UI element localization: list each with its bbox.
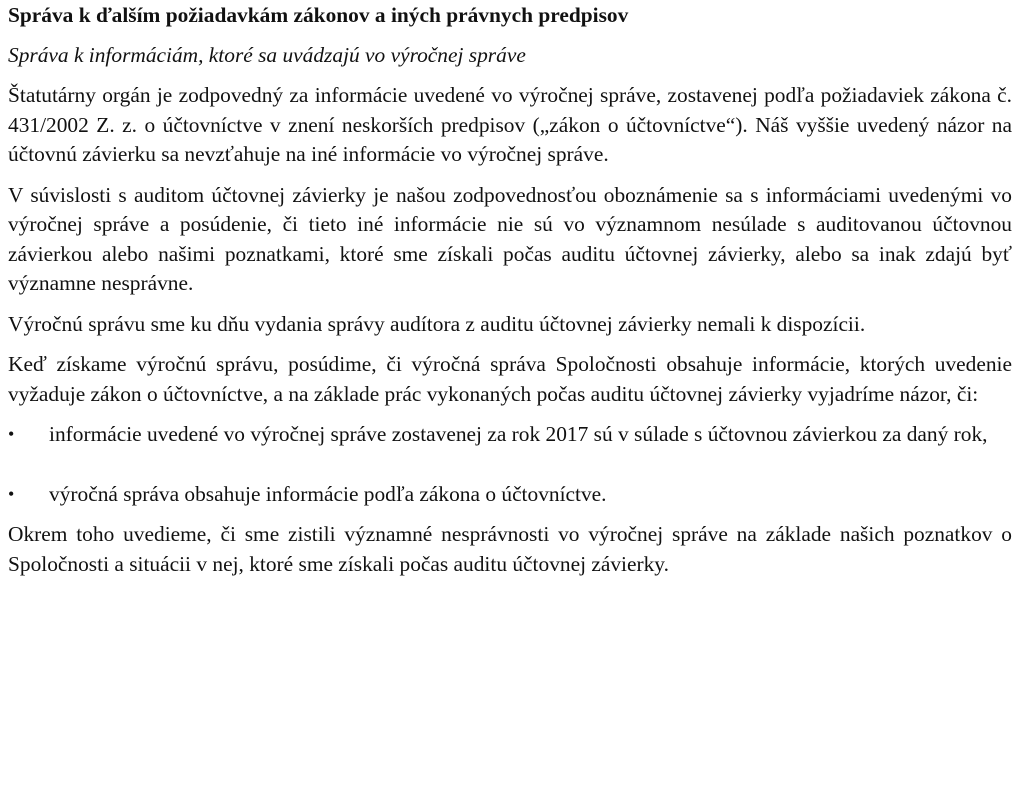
section-subheading: Správa k informáciám, ktoré sa uvádzajú vo výročnej správe [8, 42, 526, 67]
list-item [8, 480, 1012, 510]
paragraph-future-review: Keď získame výročnú správu, posúdime, či výročná správa Spoločnosti obsahuje informácie, ktorých uvedenie vyžaduje zákon o účtovníctve, a na základe prác vykonaných počas auditu účtovnej závierky vyjadríme názor, či: [8, 352, 1012, 406]
bullet-icon: • [8, 483, 15, 504]
bullet-icon: • [8, 424, 15, 444]
bullet-list [8, 420, 1012, 509]
paragraph-responsibility: Štatutárny orgán je zodpovedný za informácie uvedené vo výročnej správe, zostavenej podľa požiadaviek zákona č. 431/2002 Z. z. o účtovníctve v znení neskorších predpisov („zákon o účtovníctve“). Náš vyššie uvedený názor na účtovnú závierku sa nevzťahuje na iné informácie vo výročnej správe. [8, 83, 1012, 166]
list-item-text: výročná správa obsahuje informácie podľa zákona o účtovníctve. [49, 481, 607, 506]
list-item-text: informácie uvedené vo výročnej správe zostavenej za rok 2017 sú v súlade s účtovnou závierkou za daný rok, [49, 422, 988, 446]
document-page [8, 0, 1012, 579]
section-heading: Správa k ďalším požiadavkám zákonov a iných právnych predpisov [8, 3, 629, 27]
list-item [8, 420, 1012, 450]
paragraph-closing: Okrem toho uvedieme, či sme zistili významné nesprávnosti vo výročnej správe na základe našich poznatkov o Spoločnosti a situácii v nej, ktoré sme získali počas auditu účtovnej závierky. [8, 522, 1012, 576]
paragraph-not-available: Výročnú správu sme ku dňu vydania správy audítora z auditu účtovnej závierky nemali k dispozícii. [8, 311, 866, 336]
paragraph-audit-duty: V súvislosti s auditom účtovnej závierky je našou zodpovednosťou oboznámenie sa s informáciami uvedenými vo výročnej správe a posúdenie, či tieto iné informácie nie sú vo významnom nesúlade s auditovanou účtovnou závierkou alebo našimi poznatkami, ktoré sme získali počas auditu účtovnej závierky, alebo sa inak zdajú byť významne nesprávne. [8, 182, 1012, 295]
